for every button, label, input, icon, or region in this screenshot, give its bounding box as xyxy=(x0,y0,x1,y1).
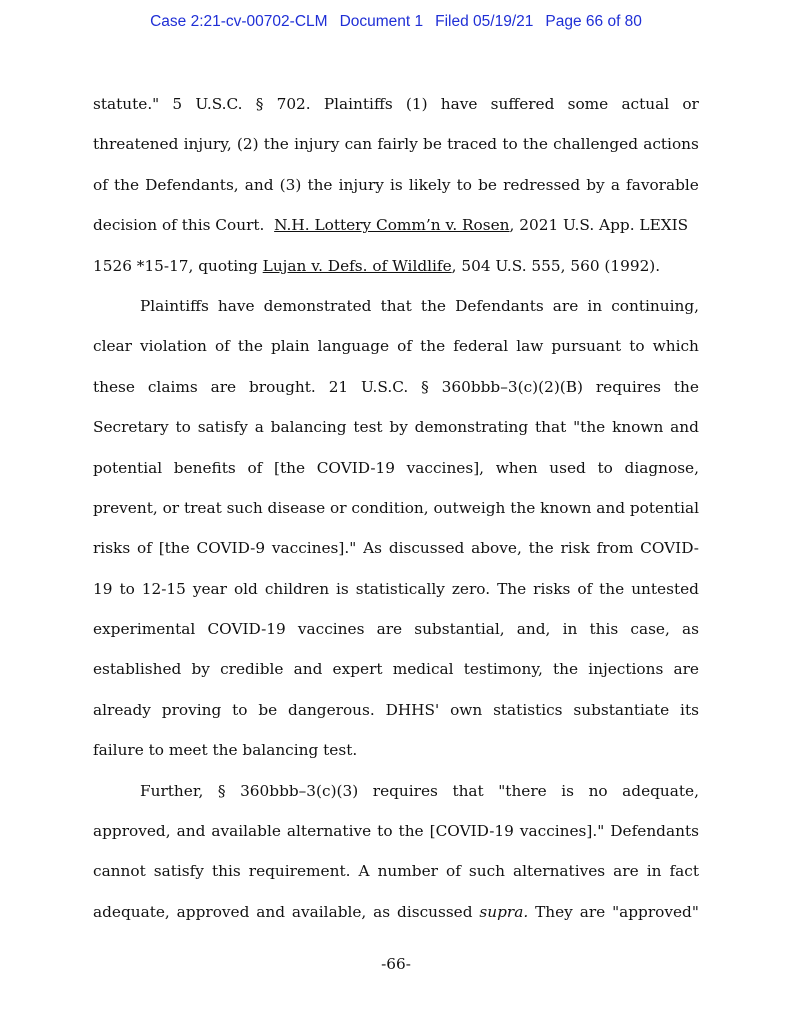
word: of xyxy=(247,458,263,477)
word: of xyxy=(397,337,413,356)
word: above, xyxy=(471,539,522,558)
word: [the xyxy=(274,458,306,477)
word: requires xyxy=(372,781,438,800)
word: Defendants xyxy=(610,822,699,841)
word: 360bbb–3(c)(2)(B) xyxy=(441,377,583,396)
word: to xyxy=(232,700,248,719)
text-line xyxy=(93,124,699,164)
word: a xyxy=(254,418,264,437)
word: are xyxy=(552,296,579,315)
text-line xyxy=(93,286,699,326)
word: diagnose, xyxy=(624,458,699,477)
word: statistics xyxy=(493,700,563,719)
word: "there xyxy=(498,781,547,800)
word: and xyxy=(176,822,206,841)
word: violation xyxy=(140,337,207,356)
word: the xyxy=(420,296,446,315)
word: continuing, xyxy=(611,296,699,315)
word: in xyxy=(587,296,603,315)
document-number: Document 1 xyxy=(339,13,424,30)
word: discussed xyxy=(397,902,473,921)
word: of xyxy=(445,862,461,881)
text-line xyxy=(93,892,699,932)
word: have xyxy=(440,95,478,113)
word: substantiate xyxy=(573,700,670,719)
word: and xyxy=(670,418,699,437)
word: risk xyxy=(560,539,590,558)
word: actual xyxy=(621,95,670,113)
word: year xyxy=(192,579,227,598)
text-line xyxy=(93,488,699,528)
text-line xyxy=(93,528,699,568)
word: likely xyxy=(408,175,451,194)
word: brought. xyxy=(248,377,316,396)
filed-date: Filed 05/19/21 xyxy=(435,13,534,30)
word: DHHS' xyxy=(385,700,440,719)
word: They xyxy=(535,902,573,921)
word: "approved" xyxy=(612,902,699,921)
word: such xyxy=(226,498,263,517)
word: Plaintiffs xyxy=(323,95,393,113)
word: vaccines]." xyxy=(519,822,605,841)
word: 702. xyxy=(276,95,311,113)
word: plain xyxy=(271,337,310,356)
word: that xyxy=(380,296,412,315)
word: demonstrating xyxy=(414,418,529,437)
word: COVID- xyxy=(640,539,699,558)
word: own xyxy=(450,700,483,719)
text-line xyxy=(93,811,699,851)
word: vaccines], xyxy=(406,458,485,477)
word: or xyxy=(682,95,699,113)
word: the xyxy=(420,337,446,356)
word: be xyxy=(478,175,497,194)
page-count: Page 66 of 80 xyxy=(545,13,642,30)
word: the xyxy=(599,579,625,598)
word: COVID-9 xyxy=(196,539,266,558)
word: no xyxy=(588,781,608,800)
word: Defendants, xyxy=(145,175,239,194)
word: medical xyxy=(392,660,454,679)
word: are xyxy=(210,377,237,396)
text-segment: decision of this Court. xyxy=(93,216,275,235)
word: old xyxy=(233,579,258,598)
word: Secretary xyxy=(93,418,169,437)
word: outweigh xyxy=(433,498,506,517)
word: law xyxy=(516,337,544,356)
word: cannot xyxy=(93,862,146,881)
word: alternative xyxy=(286,822,372,841)
word: by xyxy=(586,175,605,194)
word: already xyxy=(93,700,151,719)
word: demonstrated xyxy=(263,296,372,315)
word: balancing xyxy=(270,418,347,437)
word: language xyxy=(317,337,390,356)
word: and xyxy=(596,498,626,517)
word: favorable xyxy=(626,175,699,194)
word: as xyxy=(682,620,699,639)
word: COVID-19 xyxy=(316,458,395,477)
word: have xyxy=(217,296,255,315)
word: are xyxy=(376,620,403,639)
word: or xyxy=(162,498,180,517)
text-line xyxy=(93,448,699,488)
word: to xyxy=(377,822,393,841)
word: [the xyxy=(158,539,190,558)
word: prevent, xyxy=(93,498,158,517)
word: experimental xyxy=(93,620,196,639)
word: 19 xyxy=(93,579,113,598)
word: approved, xyxy=(93,822,171,841)
word: untested xyxy=(631,579,699,598)
word: testimony, xyxy=(463,660,543,679)
word: and, xyxy=(516,620,551,639)
word: challenged xyxy=(553,135,639,154)
text-line xyxy=(93,246,699,286)
word: (3) xyxy=(279,175,302,194)
word: in xyxy=(646,862,662,881)
word: treat xyxy=(183,498,222,517)
word: credible xyxy=(220,660,284,679)
word: proving xyxy=(161,700,222,719)
word: satisfy xyxy=(197,418,248,437)
word: of xyxy=(137,539,152,558)
text-segment: , 504 U.S. 555, 560 (1992). xyxy=(451,256,661,275)
word: adequate, xyxy=(93,902,170,921)
word: from xyxy=(596,539,634,558)
word: fairly xyxy=(377,135,418,154)
word: established xyxy=(93,660,182,679)
word: The xyxy=(497,579,527,598)
word: be xyxy=(258,700,278,719)
word: such xyxy=(468,862,506,881)
text-line xyxy=(93,690,699,730)
word: disease xyxy=(267,498,326,517)
text-line xyxy=(93,649,699,689)
word: when xyxy=(495,458,538,477)
word: the xyxy=(237,337,263,356)
word: test xyxy=(353,418,383,437)
word: or xyxy=(330,498,347,517)
word: zero. xyxy=(451,579,491,598)
word: is xyxy=(390,175,403,194)
word: COVID-19 xyxy=(207,620,286,639)
word: dangerous. xyxy=(288,700,375,719)
word: § xyxy=(421,377,429,396)
word: known xyxy=(540,498,592,517)
word: A xyxy=(358,862,370,881)
word: of xyxy=(577,579,593,598)
word: be xyxy=(423,135,442,154)
page-number: -66- xyxy=(381,955,411,973)
word: discussed xyxy=(388,539,465,558)
word: risks xyxy=(533,579,571,598)
word: these xyxy=(93,377,135,396)
word: satisfy xyxy=(153,862,204,881)
text-line xyxy=(93,771,699,811)
word: the xyxy=(673,377,699,396)
word: claims xyxy=(147,377,198,396)
word: condition, xyxy=(351,498,429,517)
word: [COVID-19 xyxy=(429,822,514,841)
word: threatened xyxy=(93,135,179,154)
word: injury xyxy=(338,175,384,194)
word: the xyxy=(510,498,536,517)
word: this xyxy=(211,862,241,881)
text-line xyxy=(93,851,699,891)
word: used xyxy=(549,458,586,477)
word: fact xyxy=(669,862,699,881)
word: the xyxy=(263,135,289,154)
word: 12-15 xyxy=(141,579,186,598)
case-citation: N.H. Lottery Comm’n v. Rosen xyxy=(274,216,510,235)
word: alternatives xyxy=(513,862,606,881)
word: injections xyxy=(588,660,664,679)
word: traced xyxy=(447,135,498,154)
word: 5 xyxy=(172,95,183,113)
word: the xyxy=(522,135,548,154)
word: by xyxy=(389,418,408,437)
word: by xyxy=(191,660,210,679)
word: potential xyxy=(629,498,699,517)
word: vaccines xyxy=(297,620,365,639)
text-line xyxy=(93,407,699,447)
word: requires xyxy=(595,377,661,396)
word: pursuant xyxy=(551,337,622,356)
word: available, xyxy=(291,902,367,921)
word: Further, xyxy=(140,781,204,800)
word: can xyxy=(344,135,373,154)
word: actions xyxy=(643,135,699,154)
word: approved xyxy=(176,902,250,921)
word: As xyxy=(363,539,382,558)
word: requirement. xyxy=(248,862,351,881)
word: as xyxy=(373,902,391,921)
word: a xyxy=(610,175,620,194)
word: (2) xyxy=(236,135,259,154)
word: that xyxy=(535,418,567,437)
word: injury, xyxy=(183,135,232,154)
word: to xyxy=(119,579,135,598)
word: which xyxy=(652,337,699,356)
word: to xyxy=(629,337,645,356)
word: redressed xyxy=(503,175,581,194)
text-segment: , 2021 U.S. App. LEXIS xyxy=(509,216,689,235)
text-line xyxy=(93,205,699,245)
word: this xyxy=(589,620,619,639)
word: are xyxy=(579,902,606,921)
word: are xyxy=(673,660,699,679)
word: suffered xyxy=(490,95,555,113)
word: 21 xyxy=(328,377,349,396)
text-line: failure to meet the balancing test. xyxy=(93,741,358,760)
word: in xyxy=(562,620,578,639)
word: that xyxy=(452,781,484,800)
word: § xyxy=(255,95,264,113)
word: clear xyxy=(93,337,132,356)
word: children xyxy=(264,579,330,598)
case-citation: Lujan v. Defs. of Wildlife xyxy=(262,256,452,275)
word: benefits xyxy=(173,458,236,477)
text-line xyxy=(93,569,699,609)
word: statute." xyxy=(93,95,160,113)
word: to xyxy=(456,175,472,194)
word: of xyxy=(214,337,230,356)
text-line xyxy=(93,165,699,205)
word: the xyxy=(553,660,579,679)
word: is xyxy=(561,781,575,800)
word: U.S.C. xyxy=(361,377,409,396)
text-line xyxy=(93,84,699,124)
word: number xyxy=(377,862,438,881)
word: the xyxy=(398,822,424,841)
word: § xyxy=(217,781,226,800)
word: vaccines]." xyxy=(271,539,357,558)
case-header xyxy=(0,13,792,31)
case-number: Case 2:21-cv-00702-CLM xyxy=(150,13,328,30)
word: Defendants xyxy=(455,296,544,315)
word: potential xyxy=(93,458,163,477)
word: case, xyxy=(630,620,670,639)
word: the xyxy=(307,175,333,194)
word: "the xyxy=(573,418,606,437)
word: substantial, xyxy=(414,620,505,639)
text-line xyxy=(93,609,699,649)
word: of xyxy=(93,175,108,194)
document-body xyxy=(93,84,699,932)
word: injury xyxy=(294,135,340,154)
word: and xyxy=(256,902,286,921)
word: and xyxy=(244,175,274,194)
word: 360bbb–3(c)(3) xyxy=(240,781,359,800)
word: Plaintiffs xyxy=(140,296,209,315)
word: statistically xyxy=(355,579,445,598)
text-line xyxy=(93,326,699,366)
word: federal xyxy=(453,337,509,356)
word: expert xyxy=(332,660,383,679)
word: to xyxy=(502,135,518,154)
text-line xyxy=(93,367,699,407)
word: known xyxy=(612,418,664,437)
word: risks xyxy=(93,539,131,558)
word: is xyxy=(336,579,349,598)
word: (1) xyxy=(405,95,428,113)
word: some xyxy=(567,95,609,113)
word: the xyxy=(528,539,554,558)
word: the xyxy=(113,175,140,194)
word: to xyxy=(597,458,613,477)
word: available xyxy=(211,822,281,841)
word: and xyxy=(293,660,323,679)
word: U.S.C. xyxy=(195,95,243,113)
word: are xyxy=(613,862,639,881)
italic-word: supra. xyxy=(479,902,529,921)
text-segment: 1526 *15-17, quoting xyxy=(93,256,263,275)
word: its xyxy=(680,700,699,719)
word: to xyxy=(175,418,191,437)
word: adequate, xyxy=(622,781,699,800)
